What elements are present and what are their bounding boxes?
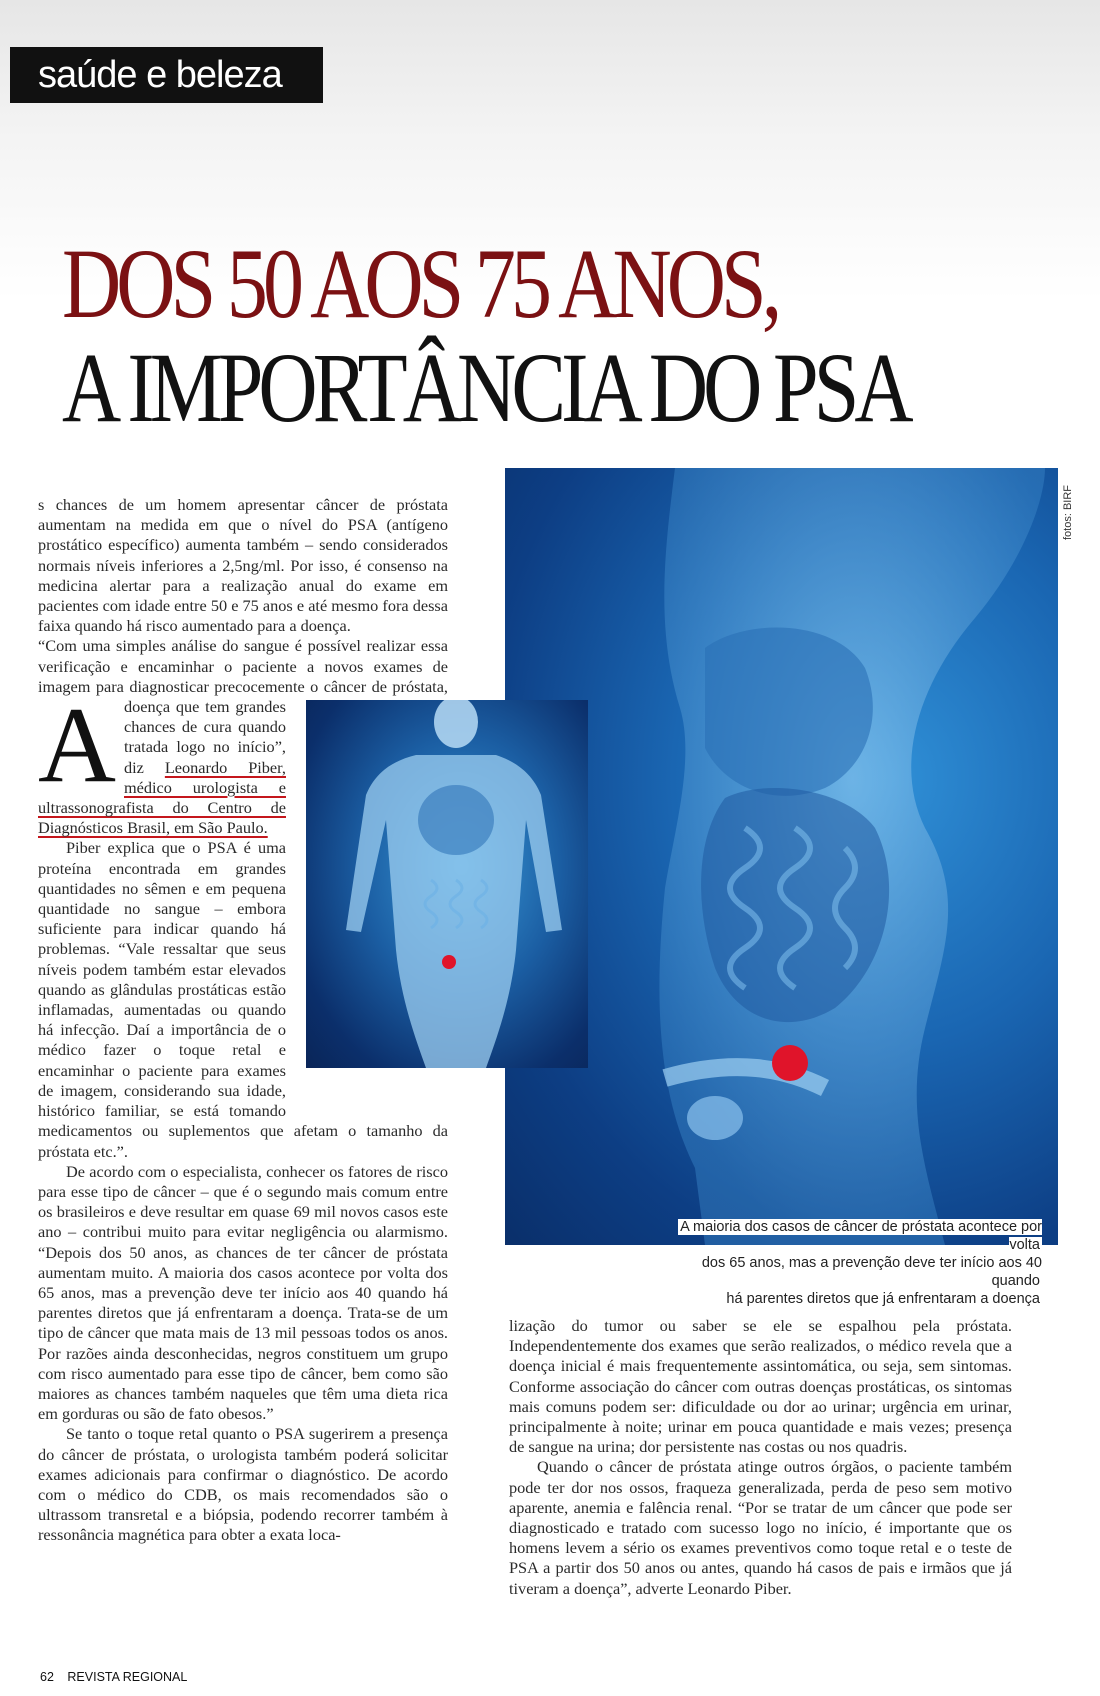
photo-credit: fotos: BIRF [1062, 484, 1074, 540]
title-line-2: A IMPORTÂNCIA DO PSA [62, 332, 909, 443]
publication-name: REVISTA REGIONAL [67, 1670, 188, 1684]
caption-line-1: A maioria dos casos de câncer de próstata acontece por volta [680, 1219, 1042, 1253]
paragraph-4: De acordo com o especialista, conhecer os fatores de risco para esse tipo de câncer – que é o segundo mais comum entre os brasileiros e deve resultar em quase 69 mil novos casos este ano – contribui muito para evitar negligência ou alarmismo. “Depois dos 50 anos, as chances de ter câncer de próstata aumentam muito. A maioria dos casos acontece por volta dos 65 anos, mas a prevenção deve ter início aos 40 quando há parentes diretos que já enfrentaram a doença. Trata-se de um tipo de câncer que mata mais de 13 mil pessoas todos os anos. Por razões ainda desconhecidas, negros constituem um grupo com risco aumentado para esse tipo de câncer, bem como são maiores as chances também naqueles que têm uma dieta rica em gorduras ou são de fato obesos.” [38, 1161, 448, 1424]
photo-caption [662, 1218, 1042, 1308]
paragraph-5: Se tanto o toque retal quanto o PSA sugerirem a presença do câncer de próstata, o urologista também poderá solicitar exames adicionais para confirmar o diagnóstico. De acordo com o médico do CDB, os mais recomendados são o ultrassom transretal e a biópsia, podendo recorrer também à ressonância magnética para obter a exata loca- [38, 1424, 448, 1545]
caption-line-3: há parentes diretos que já enfrentaram a doença [726, 1291, 1040, 1307]
page-footer [40, 1670, 187, 1684]
page-number: 62 [40, 1670, 54, 1684]
caption-line-2: dos 65 anos, mas a prevenção deve ter início aos 40 quando [701, 1255, 1042, 1289]
paragraph-3: Piber explica que o PSA é uma proteína encontrada em grandes quantidades no sêmen e em pequena quantidade no sangue – embora suficiente para indicar quando há problemas. “Vale ressaltar que seus níveis podem também estar elevados quando as glândulas prostáticas estão inflamadas, aumentadas ou quando há infecção. Daí a importância de o médico fazer o toque retal e encaminhar o paciente para exames de imagem, considerando sua idade, histórico familiar, se está tomando medicamentos ou suplementos que afetam o tamanho da próstata etc.”. [38, 838, 448, 1161]
article-column-right [509, 1316, 1012, 1599]
section-tag: saúde e beleza [10, 47, 323, 103]
drop-cap: A [38, 686, 116, 805]
paragraph-6: Quando o câncer de próstata atinge outros órgãos, o paciente também pode ter dor nos ossos, fraqueza generalizada, perda de peso sem motivo aparente, anemia e falência renal. “Por se tratar de um câncer que pode ser diagnosticado e tratado com sucesso logo no início, é importante que os homens levem a sério os exames preventivos como toque retal e o teste de PSA a partir dos 50 anos ou antes, quando há casos de pais e irmãos que já tiveram a doença”, adverte Leonardo Piber. [509, 1457, 1012, 1598]
source-attribution: Leonardo Piber, médico urologista e ultrassonografista do Centro de Diagnósticos Brasil, em São Paulo. [38, 757, 286, 838]
article-title [62, 228, 909, 443]
paragraph-5-continued: lização do tumor ou saber se ele se espalhou pela próstata. Independentemente dos exames que serão realizados, o médico revela que a doença inicial é mais frequentemente assintomática, ou seja, sem sintomas. Conforme associação do câncer com outras doenças prostáticas, os sintomas mais comuns podem ser: dificuldade ou dor ao urinar; urgência em urinar, principalmente à noite; urinar em pouca quantidade e mais vezes; presença de sangue na urina; dor persistente nas costas ou nos quadris. [509, 1316, 1012, 1457]
image-wrap-spacer [296, 700, 448, 1105]
article-column-left [38, 495, 448, 1546]
paragraph-2-text: “Com uma simples análise do sangue é possível realizar essa verificação e encaminhar o paciente a novos exames de imagem para diagnosticar precocemente o câncer de próstata, doença que tem grandes chances de cura quando tratada logo no início”, diz [38, 636, 448, 777]
title-line-1: DOS 50 AOS 75 ANOS, [62, 228, 778, 339]
prostate-highlight [772, 1045, 808, 1081]
paragraph-1-text: s chances de um homem apresentar câncer de próstata aumentam na medida em que o nível do PSA (antígeno prostático específico) aumenta também – sendo considerados normais níveis inferiores a 2,5ng/ml. Por isso, é consenso na medicina alertar para a realização anual do exame em pacientes com idade entre 50 e 75 anos e até mesmo fora dessa faixa quando há risco aumentado para a doença. [38, 495, 448, 636]
